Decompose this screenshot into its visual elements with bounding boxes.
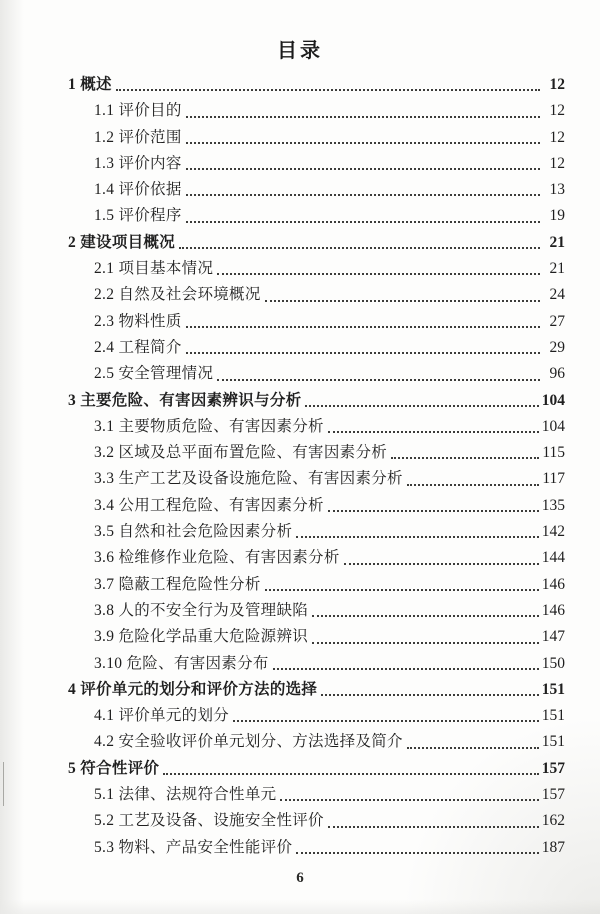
toc-entry-label: 3.10 危险、有害因素分布 <box>94 654 269 672</box>
dot-leader <box>179 230 540 256</box>
toc-entry-label: 3.1 主要物质危险、有害因素分析 <box>94 417 324 435</box>
toc-entry-page: 104 <box>541 417 565 435</box>
toc-entry-page: 151 <box>541 680 565 698</box>
toc-entry <box>0 572 600 598</box>
toc-entry <box>0 309 600 335</box>
toc-entry-label: 2.1 项目基本情况 <box>94 260 214 278</box>
toc-entry-page: 29 <box>549 338 565 356</box>
dot-leader <box>186 203 540 229</box>
dot-leader <box>116 72 540 98</box>
toc-entry-label: 3.8 人的不安全行为及管理缺陷 <box>94 601 309 619</box>
dot-leader <box>280 782 538 808</box>
toc-entry <box>0 703 600 729</box>
dot-leader <box>186 177 540 203</box>
toc-entry-label: 3.4 公用工程危险、有害因素分析 <box>94 496 324 514</box>
dot-leader <box>186 98 540 124</box>
toc-entry-page: 21 <box>549 260 565 278</box>
toc-entry-label: 5.1 法律、法规符合性单元 <box>94 786 277 804</box>
toc-entry-label: 2.4 工程简介 <box>94 338 182 356</box>
toc-entry-page: 19 <box>549 207 565 225</box>
toc-entry <box>0 282 600 308</box>
toc-entry <box>0 230 600 256</box>
toc-entry-label: 1.4 评价依据 <box>94 181 182 199</box>
toc-entry-page: 150 <box>541 654 565 672</box>
dot-leader <box>186 151 540 177</box>
dot-leader <box>328 808 539 834</box>
toc-entry <box>0 203 600 229</box>
toc-entry <box>0 72 600 98</box>
dot-leader <box>186 335 540 361</box>
dot-leader <box>265 572 539 598</box>
toc-entry-label: 1.1 评价目的 <box>94 102 182 120</box>
toc-entry <box>0 545 600 571</box>
toc-entry-label: 3.7 隐蔽工程危险性分析 <box>94 575 261 593</box>
toc-entry-page: 151 <box>541 733 565 751</box>
dot-leader <box>321 677 539 703</box>
toc-entry-page: 24 <box>549 286 565 304</box>
dot-leader <box>312 624 539 650</box>
toc-entry-page: 147 <box>541 628 565 646</box>
toc-entry-page: 96 <box>549 365 565 383</box>
toc-entry-page: 13 <box>549 181 565 199</box>
toc-entry <box>0 677 600 703</box>
toc-entry-label: 1.2 评价范围 <box>94 128 182 146</box>
toc-entry <box>0 256 600 282</box>
toc-entry <box>0 835 600 861</box>
scan-artifact-line <box>3 762 4 806</box>
toc-entry <box>0 98 600 124</box>
toc-entry <box>0 388 600 414</box>
toc-entry <box>0 519 600 545</box>
toc-entry <box>0 440 600 466</box>
toc-entry-page: 146 <box>541 575 565 593</box>
toc-entry-label: 3.2 区域及总平面布置危险、有害因素分析 <box>94 444 388 462</box>
toc-entry-page: 144 <box>541 549 565 567</box>
toc-entry <box>0 361 600 387</box>
toc-entry <box>0 782 600 808</box>
toc-entry <box>0 177 600 203</box>
toc-entry <box>0 335 600 361</box>
toc-entry-page: 115 <box>542 444 565 462</box>
dot-leader <box>391 440 539 466</box>
toc-entry <box>0 756 600 782</box>
dot-leader <box>407 466 539 492</box>
dot-leader <box>217 361 540 387</box>
dot-leader <box>296 835 538 861</box>
toc-entry-page: 12 <box>549 102 565 120</box>
toc-entry-label: 3.3 生产工艺及设备设施危险、有害因素分析 <box>94 470 403 488</box>
toc-entry-label: 3.9 危险化学品重大危险源辨识 <box>94 628 309 646</box>
toc-entry-label: 3.6 检维修作业危险、有害因素分析 <box>94 549 340 567</box>
toc-entry-page: 157 <box>541 759 565 777</box>
toc-entry-label: 5.3 物料、产品安全性能评价 <box>94 838 293 856</box>
dot-leader <box>328 414 539 440</box>
toc-entry <box>0 414 600 440</box>
toc-entry-page: 162 <box>541 812 565 830</box>
toc-entry-page: 135 <box>541 496 565 514</box>
dot-leader <box>186 125 540 151</box>
toc-entry-label: 5.2 工艺及设备、设施安全性评价 <box>94 812 324 830</box>
dot-leader <box>344 545 539 571</box>
toc-entry-label: 2.5 安全管理情况 <box>94 365 214 383</box>
footer-page-number: 6 <box>296 869 304 886</box>
dot-leader <box>233 703 539 729</box>
dot-leader <box>305 388 538 414</box>
dot-leader <box>265 282 540 308</box>
dot-leader <box>312 598 539 624</box>
toc-list <box>0 72 600 861</box>
toc-entry <box>0 808 600 834</box>
toc-entry-page: 117 <box>542 470 565 488</box>
dot-leader <box>186 309 540 335</box>
dot-leader <box>296 519 538 545</box>
toc-entry-page: 21 <box>549 233 565 251</box>
toc-entry <box>0 624 600 650</box>
toc-entry <box>0 125 600 151</box>
toc-entry-page: 146 <box>541 601 565 619</box>
toc-entry-label: 4.1 评价单元的划分 <box>94 707 230 725</box>
toc-entry <box>0 466 600 492</box>
toc-entry-label: 2.2 自然及社会环境概况 <box>94 286 261 304</box>
toc-entry-page: 142 <box>541 523 565 541</box>
toc-entry <box>0 151 600 177</box>
toc-entry-label: 5 符合性评价 <box>68 759 160 777</box>
toc-entry-label: 3.5 自然和社会危险因素分析 <box>94 523 293 541</box>
toc-entry-page: 187 <box>541 838 565 856</box>
toc-entry-label: 3 主要危险、有害因素辨识与分析 <box>68 391 302 409</box>
toc-entry <box>0 493 600 519</box>
toc-entry-page: 12 <box>549 128 565 146</box>
toc-entry-label: 1 概述 <box>68 76 112 93</box>
dot-leader <box>163 756 539 782</box>
toc-entry-page: 104 <box>541 391 565 409</box>
toc-entry <box>0 729 600 755</box>
toc-entry-page: 12 <box>549 76 565 93</box>
dot-leader <box>328 493 539 519</box>
toc-entry-label: 1.3 评价内容 <box>94 154 182 172</box>
toc-entry-page: 157 <box>541 786 565 804</box>
dot-leader <box>273 651 539 677</box>
toc-entry-page: 12 <box>549 154 565 172</box>
toc-entry-label: 1.5 评价程序 <box>94 207 182 225</box>
toc-entry-page: 151 <box>541 707 565 725</box>
toc-entry-page: 27 <box>549 312 565 330</box>
dot-leader <box>217 256 540 282</box>
toc-entry-label: 4.2 安全验收评价单元划分、方法选择及简介 <box>94 733 403 751</box>
toc-entry-label: 4 评价单元的划分和评价方法的选择 <box>68 680 318 698</box>
toc-entry-label: 2.3 物料性质 <box>94 312 182 330</box>
dot-leader <box>407 729 539 755</box>
toc-entry <box>0 651 600 677</box>
toc-entry <box>0 598 600 624</box>
toc-entry-label: 2 建设项目概况 <box>68 233 176 251</box>
page-title: 目录 <box>277 40 323 62</box>
